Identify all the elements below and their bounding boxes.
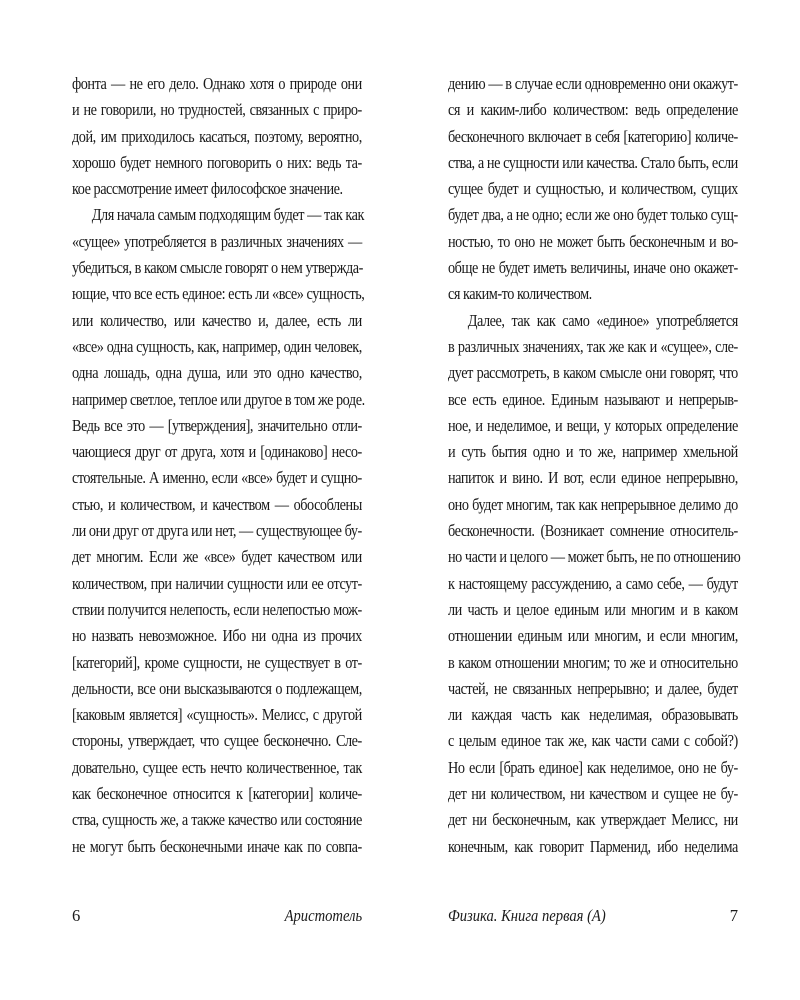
right-page-footer — [448, 903, 738, 929]
text-line: одна лошадь, одна душа, или это одно качество, — [72, 363, 362, 383]
text-line: стью, и количеством, и качеством — обособлены — [72, 494, 362, 514]
text-line: ли часть и целое единым или многим и в каком — [448, 599, 738, 619]
text-line: дению — в случае если одновременно они окажут- — [448, 74, 738, 93]
text-line: ся каким-то количеством. — [448, 284, 592, 304]
text-line: и не говорили, но трудностей, связанных с приро- — [72, 100, 362, 120]
text-line: с целым единое так же, как части сами с собой?) — [448, 731, 738, 751]
right-page-text — [448, 71, 741, 860]
text-line: хорошо будет немного поговорить о них: ведь та- — [72, 152, 362, 172]
text-line: ствии получится нелепость, если нелепостью мож- — [72, 599, 362, 619]
text-line: стоятельные. А именно, если «все» будет и сущно- — [72, 468, 362, 488]
text-line: Но если [брать единое] как неделимое, оно не бу- — [448, 757, 738, 777]
text-line: но назвать невозможное. Ибо ни одна из прочих — [72, 626, 362, 646]
left-page-footer — [72, 903, 362, 929]
text-line: дельности, все они высказываются о подлежащем, — [72, 678, 362, 698]
text-line: «все» одна сущность, как, например, один человек, — [72, 336, 362, 356]
text-line: частей, не связанных непрерывно; и далее, будет — [448, 678, 738, 698]
page-number: 7 — [729, 906, 738, 925]
text-line: ся и каким-либо количеством: ведь определение — [448, 100, 738, 120]
text-line: ли каждая часть как неделимая, образовывать — [448, 705, 738, 725]
text-line: к настоящему рассуждению, а само себе, — будут — [448, 573, 738, 593]
text-line: фонта — не его дело. Однако хотя о природе они — [72, 74, 362, 93]
text-line: количеством, при наличии сущности или ее отсут- — [72, 573, 362, 593]
text-line: не могут быть бесконечными иначе как по совпа- — [72, 836, 362, 856]
text-line: кое рассмотрение имеет философское значение. — [72, 179, 343, 199]
text-line: чающиеся друг от друга, хотя и [одинаково] несо- — [72, 442, 362, 462]
page-number: 6 — [72, 906, 81, 925]
text-line: напиток и вино. И вот, если единое непрерывно, — [448, 468, 738, 488]
text-line: сущее будет и сущностью, и количеством, сущих — [448, 179, 738, 199]
text-line: например светлое, теплое или другое в том же роде. — [72, 389, 365, 409]
text-line: но части и целого — может быть, не по отношению — [448, 547, 741, 567]
text-line: все есть единое. Единым называют и непрерыв- — [448, 389, 738, 409]
text-line: в различных значениях, так же как и «сущее», сле- — [448, 336, 738, 356]
right-page — [448, 0, 741, 1000]
text-line: дет ни количеством, ни качеством и сущее не бу- — [448, 784, 738, 804]
text-line: ли они друг от друга или нет, — существующее бу- — [72, 521, 362, 541]
text-line: оно будет многим, так как непрерывное делимо до — [448, 494, 738, 514]
text-line: как бесконечное относится к [категории] количе- — [72, 784, 362, 804]
text-line: «сущее» употребляется в различных значениях — — [72, 231, 362, 251]
text-line: дет ни бесконечным, как утверждает Мелисс, ни — [448, 810, 738, 830]
text-line: ющие, что все есть единое: есть ли «все» сущность, — [72, 284, 365, 304]
text-line: бесконечности. (Возникает сомнение относитель- — [448, 521, 738, 541]
text-line: ства, а не сущности или качества. Стало быть, если — [448, 152, 738, 172]
text-line: обще не будет иметь величины, иначе оно окажет- — [448, 258, 738, 278]
text-line: будет два, а не одно; если же оно будет только сущ- — [448, 205, 738, 225]
text-line: Ведь все это — [утверждения], значительно отли- — [72, 415, 362, 435]
text-line: ностью, то оно не может быть бесконечным и во- — [448, 231, 738, 251]
running-head: Аристотель — [284, 906, 362, 925]
text-line: [категорий], кроме сущности, не существует в от- — [72, 652, 362, 672]
running-head: Физика. Книга первая (А) — [448, 906, 606, 925]
left-page — [72, 0, 365, 1000]
text-line: отношении единым или многим, и если многим, — [448, 626, 738, 646]
left-page-text — [72, 71, 365, 860]
text-line: убедиться, в каком смысле говорят о нем утвержда- — [72, 258, 363, 278]
text-line: [каковым является] «сущность». Мелисс, с другой — [72, 705, 362, 725]
text-line: ства, сущность же, а также качество или состояние — [72, 810, 362, 830]
text-line: дет многим. Если же «все» будет качеством или — [72, 547, 362, 567]
text-line: дой, им приходилось касаться, поэтому, вероятно, — [72, 126, 362, 146]
paragraph-start-line: Далее, так как само «единое» употребляется — [467, 310, 738, 330]
text-line: стороны, утверждает, что сущее бесконечно. Сле- — [72, 731, 362, 751]
paragraph-start-line: Для начала самым подходящим будет — так как — [91, 205, 364, 225]
text-line: довательно, сущее есть нечто количественное, так — [72, 757, 362, 777]
text-line: конечным, как говорит Парменид, ибо неделима — [448, 836, 738, 856]
text-line: ное, и неделимое, и вещи, у которых определение — [448, 415, 738, 435]
text-line: бесконечного включает в себя [категорию] количе- — [448, 126, 738, 146]
text-line: в каком отношении многим; то же и относительно — [448, 652, 738, 672]
text-line: или количество, или качество и, далее, есть ли — [72, 310, 362, 330]
text-line: дует рассмотреть, в каком смысле они говорят, что — [448, 363, 738, 383]
text-line: и суть бытия одно и то же, например хмельной — [448, 442, 738, 462]
